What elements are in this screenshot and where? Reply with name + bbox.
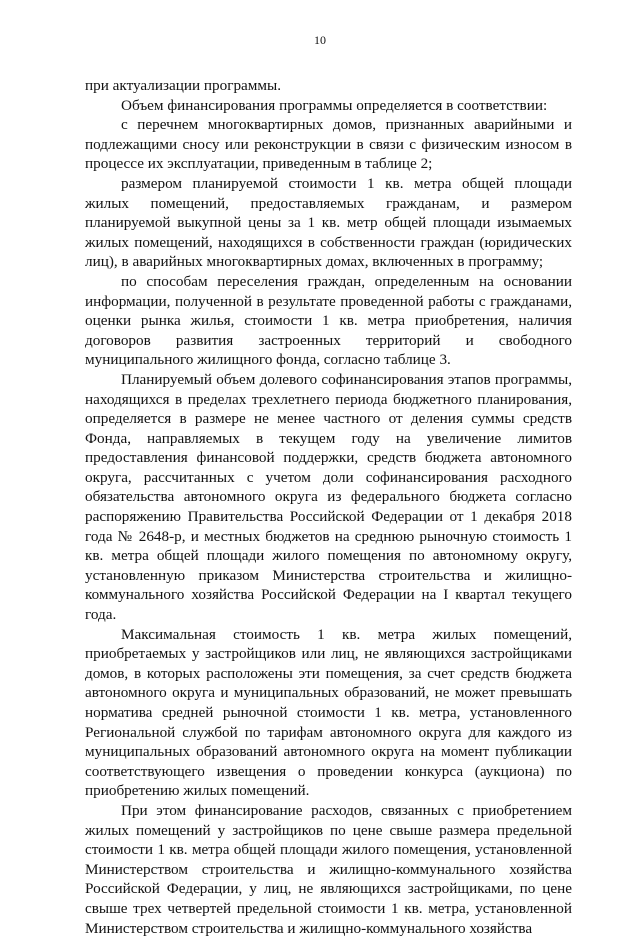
paragraph-1: при актуализации программы. [85,77,281,94]
paragraph-4: размером планируемой стоимости 1 кв. метра общей площади жилых помещений, предоставляемых гражданам, и размером планируемой выкупной цены за 1 кв. метр общей площади изымаемых жилых помещений, находящихся в собственности граждан (юридических лиц), в аварийных многоквартирных домах, включенных в программу; [85,174,572,271]
paragraph-3: с перечнем многоквартирных домов, признанных аварийными и подлежащими сносу или реконструкции в связи с физическим износом в процессе их эксплуатации, приведенным в таблице 2; [85,116,572,173]
paragraph-2: Объем финансирования программы определяется в соответствии: [121,96,548,114]
paragraph-5: по способам переселения граждан, определенным на основании информации, полученной в результате проведенной работы с гражданами, оценки рынка жилья, стоимости 1 кв. метра приобретения, наличия договоров развития застроенных территорий и свободного муниципального жилищного фонда, согласно таблице 3. [85,272,572,369]
paragraph-7: Максимальная стоимость 1 кв. метра жилых помещений, приобретаемых у застройщиков или лиц, не являющихся застройщиками домов, в которых расположены эти помещения, за счет средств бюджета автономного округа и муниципальных образований, не может превышать норматива средней рыночной стоимости 1 кв. метра, установленного Региональной службой по тарифам автономного округа для каждого из муниципальных образований автономного округа на момент публикации соответствующего извещения о проведении конкурса (аукциона) по приобретению жилых помещений. [85,625,572,800]
paragraph-8: При этом финансирование расходов, связанных с приобретением жилых помещений у застройщиков по цене свыше размера предельной стоимости 1 кв. метра общей площади жилого помещения, установленной Министерством строительства и жилищно-коммунального хозяйства Российской Федерации, у лиц, не являющихся застройщиками, по цене свыше трех четвертей предельной стоимости 1 кв. метра, установленной Министерством строительства и жилищно-коммунального хозяйства [85,801,572,937]
paragraph-6: Планируемый объем долевого софинансирования этапов программы, находящихся в пределах трехлетнего периода бюджетного планирования, определяется в размере не менее частного от деления суммы средств Фонда, направляемых в текущем году на увеличение лимитов предоставления финансовой поддержки, средств бюджета автономного округа, рассчитанных с учетом доли софинансирования расходного обязательства автономного округа из федерального бюджета согласно распоряжению Правительства Российской Федерации от 1 декабря 2018 года № 2648-р, и местных бюджетов на среднюю рыночную стоимость 1 кв. метра общей площади жилого помещения по автономному округу, установленную приказом Министерства строительства и жилищно-коммунального хозяйства Российской Федерации на I квартал текущего года. [85,370,572,624]
document-body [85,76,572,938]
page-number: 10 [314,33,326,47]
